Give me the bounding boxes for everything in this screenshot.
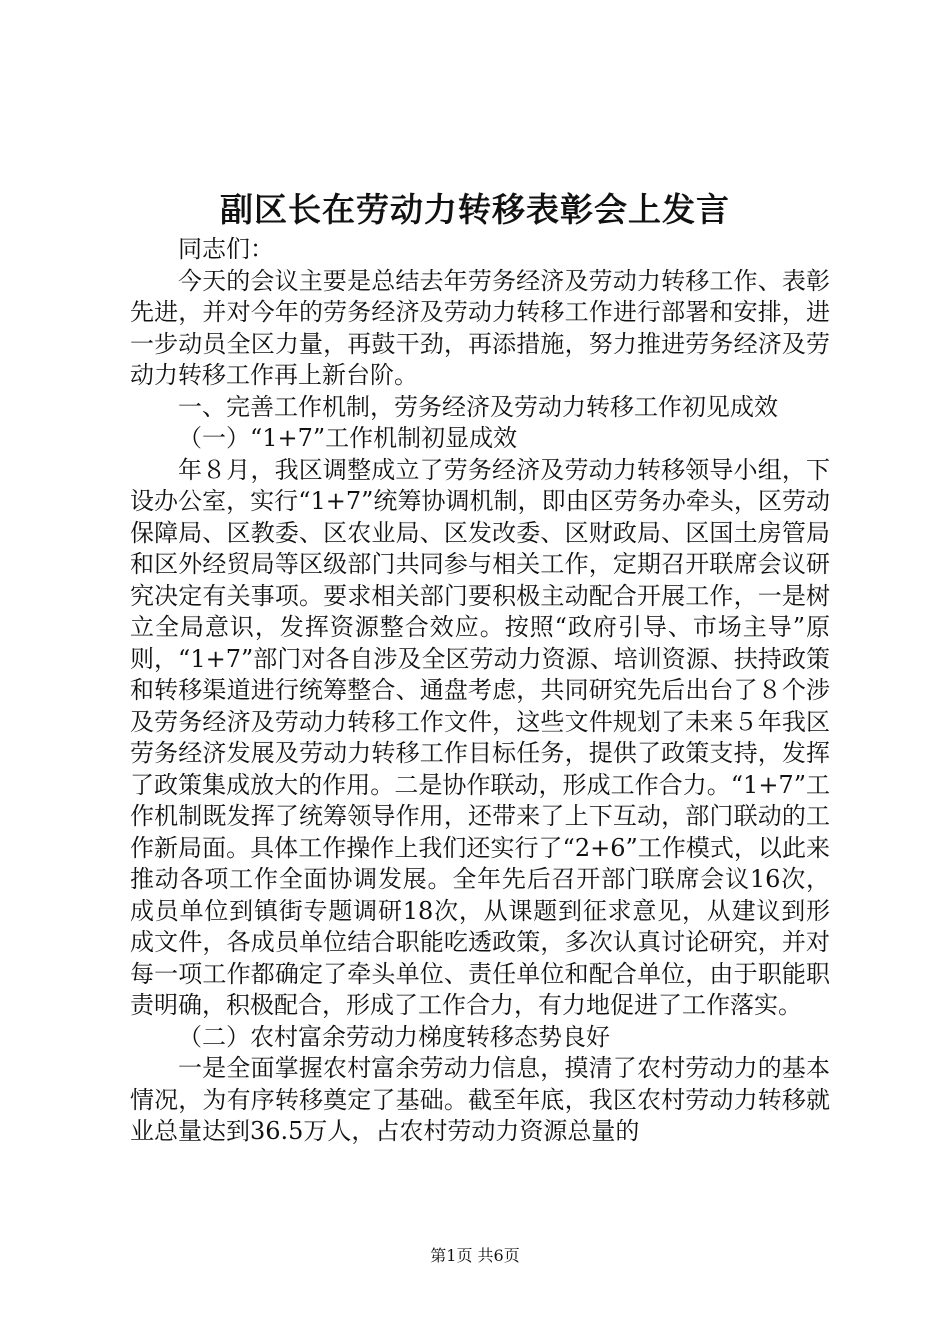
- salutation-paragraph: 同志们：: [178, 235, 274, 263]
- document-title: 副区长在劳动力转移表彰会上发言: [220, 190, 730, 229]
- intro-paragraph: 今天的会议主要是总结去年劳务经济及劳动力转移工作、表彰先进，并对今年的劳务经济及劳动力转移工作进行部署和安排，进一步动员全区力量，再鼓干劲，再添措施，努力推进劳务经济及劳动力转移工作再上新台阶。: [130, 266, 830, 389]
- body-paragraph-1: 年８月，我区调整成立了劳务经济及劳动力转移领导小组，下设办公室，实行“1+7”统筹协调机制，即由区劳务办牵头，区劳动保障局、区教委、区农业局、区发改委、区财政局、区国土房管局和区外经贸局等区级部门共同参与相关工作，定期召开联席会议研究决定有关事项。要求相关部门要积极主动配合开展工作，一是树立全局意识，发挥资源整合效应。按照“政府引导、市场主导”原则，“1+7”部门对各自涉及全区劳动力资源、培训资源、扶持政策和转移渠道进行统筹整合、通盘考虑，共同研究先后出台了８个涉及劳务经济及劳动力转移工作文件，这些文件规划了未来５年我区劳务经济发展及劳动力转移工作目标任务，提供了政策支持，发挥了政策集成放大的作用。二是协作联动，形成工作合力。“1+7”工作机制既发挥了统筹领导作用，还带来了上下互动，部门联动的工作新局面。具体工作操作上我们还实行了“2+6”工作模式，以此来推动各项工作全面协调发展。全年先后召开部门联席会议16次，成员单位到镇街专题调研18次，从课题到征求意见，从建议到形成文件，各成员单位结合职能吃透政策，多次认真讨论研究，并对每一项工作都确定了牵头单位、责任单位和配合单位，由于职能职责明确，积极配合，形成了工作合力，有力地促进了工作落实。: [130, 455, 830, 1019]
- page-footer: 第1页 共6页: [430, 1246, 520, 1265]
- body-paragraph-2: 一是全面掌握农村富余劳动力信息，摸清了农村劳动力的基本情况，为有序转移奠定了基础。截至年底，我区农村劳动力转移就业总量达到36.5万人，占农村劳动力资源总量的: [130, 1054, 830, 1145]
- subsection-heading-2: （二）农村富余劳动力梯度转移态势良好: [178, 1022, 610, 1051]
- document-body: [130, 234, 830, 1148]
- subsection-heading-1: （一）“1+7”工作机制初显成效: [178, 424, 518, 452]
- section-heading-1: 一、完善工作机制，劳务经济及劳动力转移工作初见成效: [178, 392, 778, 421]
